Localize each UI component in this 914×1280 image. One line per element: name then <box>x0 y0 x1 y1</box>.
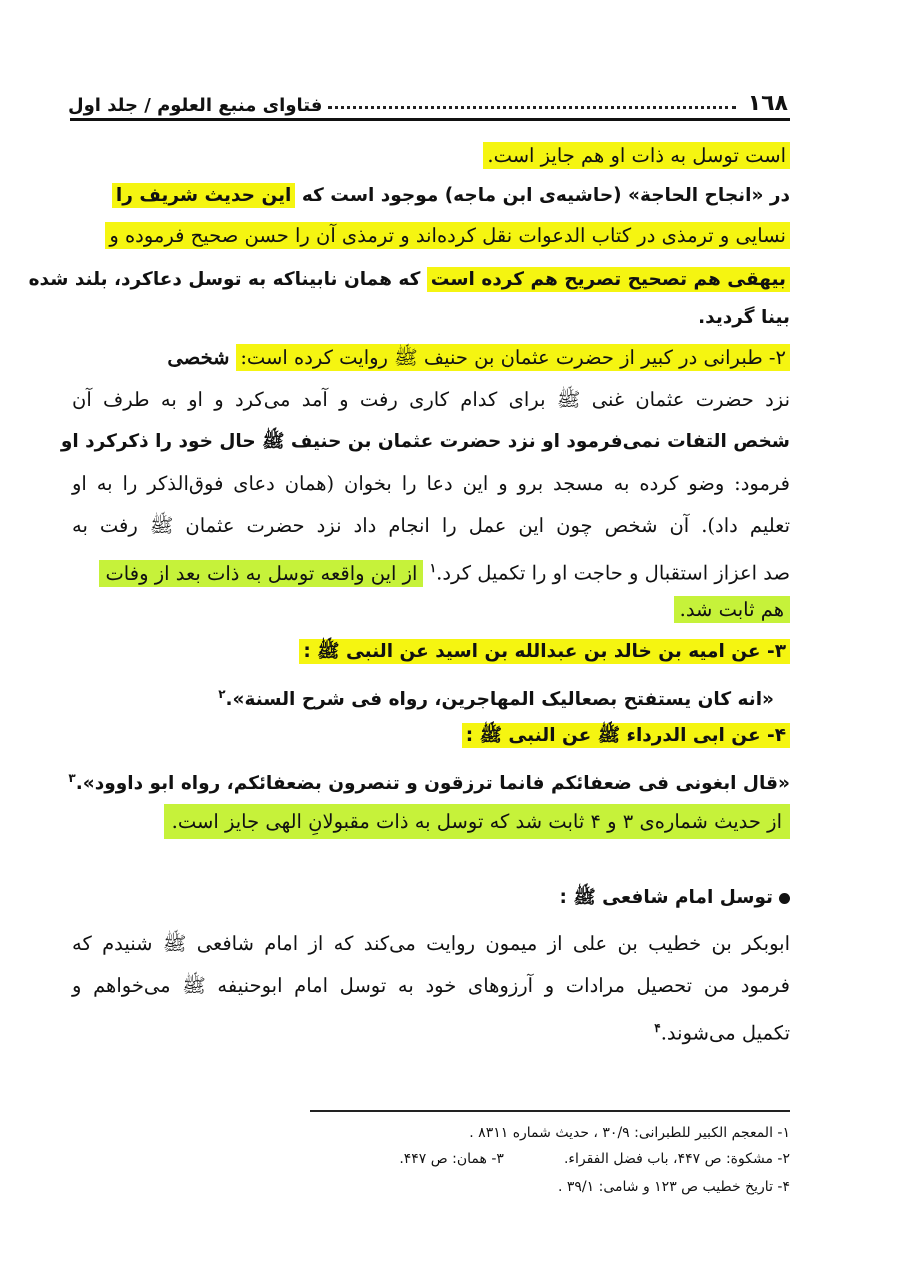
text-line-18: ابوبکر بن خطیب بن علی از میمون روایت می‌کند که از امام شافعی ﷺ شنیدم که <box>72 932 790 955</box>
footnote-ref-1: ١ <box>429 561 437 575</box>
text-span: «قال ابغونی فی ضعفائکم فانما ترزقون و تنصرون بضعفائکم، رواه ابو داوود». <box>75 773 790 795</box>
text-span: در «انجاح الحاجة» (حاشیه‌ی ابن ماجه) موجود است که <box>295 185 790 206</box>
footnote-ref-2: ٢ <box>218 687 226 701</box>
footnote-ref-4: ۴ <box>654 1021 661 1035</box>
footnote-rule <box>310 1110 790 1112</box>
highlight-yellow: بیهقی هم تصحیح تصریح هم کرده است <box>427 267 790 292</box>
header-rule <box>70 118 790 121</box>
highlight-green: از حدیث شماره‌ی ٣ و ۴ ثابت شد که توسل به ذات مقبولانِ الهی جایز است. <box>164 804 790 839</box>
footnote-1: ١- المعجم الکبیر للطبرانی: ٣٠/٩ ، حدیث شماره ٨٣١١ . <box>469 1125 790 1141</box>
text-line-12 <box>674 592 790 628</box>
heading-text: توسل امام شافعی ﷺ : <box>559 887 773 908</box>
text-line-20 <box>654 1010 790 1046</box>
text-line-17 <box>164 804 790 840</box>
footnote-3: ٣- همان: ص ۴۴٧. <box>399 1151 504 1167</box>
text-line-9: فرمود: وضو کرده به مسجد برو و این دعا را بخوان (همان دعای فوق‌الذکر را به او <box>72 472 790 495</box>
text-line-5: بینا گردید. <box>698 307 790 328</box>
footnote-4: ۴- تاریخ خطیب ص ١٢٣ و شامی: ٣٩/١ . <box>557 1179 790 1195</box>
footnote-2: ٢- مشکوة: ص ۴۴٧، باب فضل الفقراء. <box>563 1151 790 1167</box>
text-line-16 <box>68 760 790 796</box>
text-line-15 <box>462 718 790 754</box>
bullet-icon <box>779 893 790 904</box>
text-line-4 <box>29 262 790 298</box>
footnote-row-2 <box>399 1148 790 1170</box>
text-line-6 <box>167 340 790 376</box>
text-span: که همان نابیناکه به توسل دعاکرد، بلند شده <box>28 269 427 290</box>
page-header <box>68 86 788 116</box>
highlight-yellow: است توسل به ذات او هم جایز است. <box>483 142 790 169</box>
highlight-yellow: ٢- طبرانی در کبیر از حضرت عثمان بن حنیف ﷺ روایت کرده است: <box>236 344 790 371</box>
text-line-11 <box>72 550 790 586</box>
header-dot-leader <box>328 105 735 109</box>
text-line-8: شخص التفات نمی‌فرمود او نزد حضرت عثمان بن حنیف ﷺ حال خود را ذکرکرد او <box>60 431 790 452</box>
text-line-2 <box>112 178 790 214</box>
text-line-14 <box>218 676 774 712</box>
text-line-7: نزد حضرت عثمان غنی ﷺ برای کدام کاری رفت و آمد می‌کرد و او به طرف آن <box>72 388 790 411</box>
highlight-green: هم ثابت شد. <box>674 596 790 623</box>
text-line-3 <box>105 218 790 254</box>
text-span: تکمیل می‌شوند. <box>660 1021 790 1045</box>
text-span: «انه کان یستفتح بصعالیک المهاجرین، رواه فی شرح السنة». <box>225 689 774 711</box>
section-heading <box>560 880 790 916</box>
highlight-yellow: ۴- عن ابی الدرداء ﷺ عن النبی ﷺ : <box>462 723 790 748</box>
highlight-yellow: این حدیث شریف را <box>112 183 295 208</box>
text-line-13 <box>299 634 790 670</box>
text-span: شخصی <box>167 346 237 369</box>
text-span: صد اعزاز استقبال و حاجت او را تکمیل کرد. <box>436 561 790 585</box>
page-number: ١٦٨ <box>747 91 788 116</box>
text-line-1 <box>483 138 790 174</box>
footnote-ref-3: ٣ <box>68 771 76 785</box>
text-line-10: تعلیم داد). آن شخص چون این عمل را انجام داد نزد حضرت عثمان ﷺ رفت به <box>72 514 790 537</box>
book-title: فتاوای منبع العلوم / جلد اول <box>68 95 323 116</box>
highlight-green: از این واقعه توسل به ذات بعد از وفات <box>99 560 423 587</box>
highlight-yellow: نسایی و ترمذی در کتاب الدعوات نقل کرده‌اند و ترمذی آن را حسن صحیح فرموده و <box>105 222 790 249</box>
text-line-19: فرمود من تحصیل مرادات و آرزوهای خود به توسل امام ابوحنیفه ﷺ می‌خواهم و <box>72 974 790 997</box>
highlight-yellow: ٣- عن امیه بن خالد بن عبدالله بن اسید عن النبی ﷺ : <box>299 639 790 664</box>
